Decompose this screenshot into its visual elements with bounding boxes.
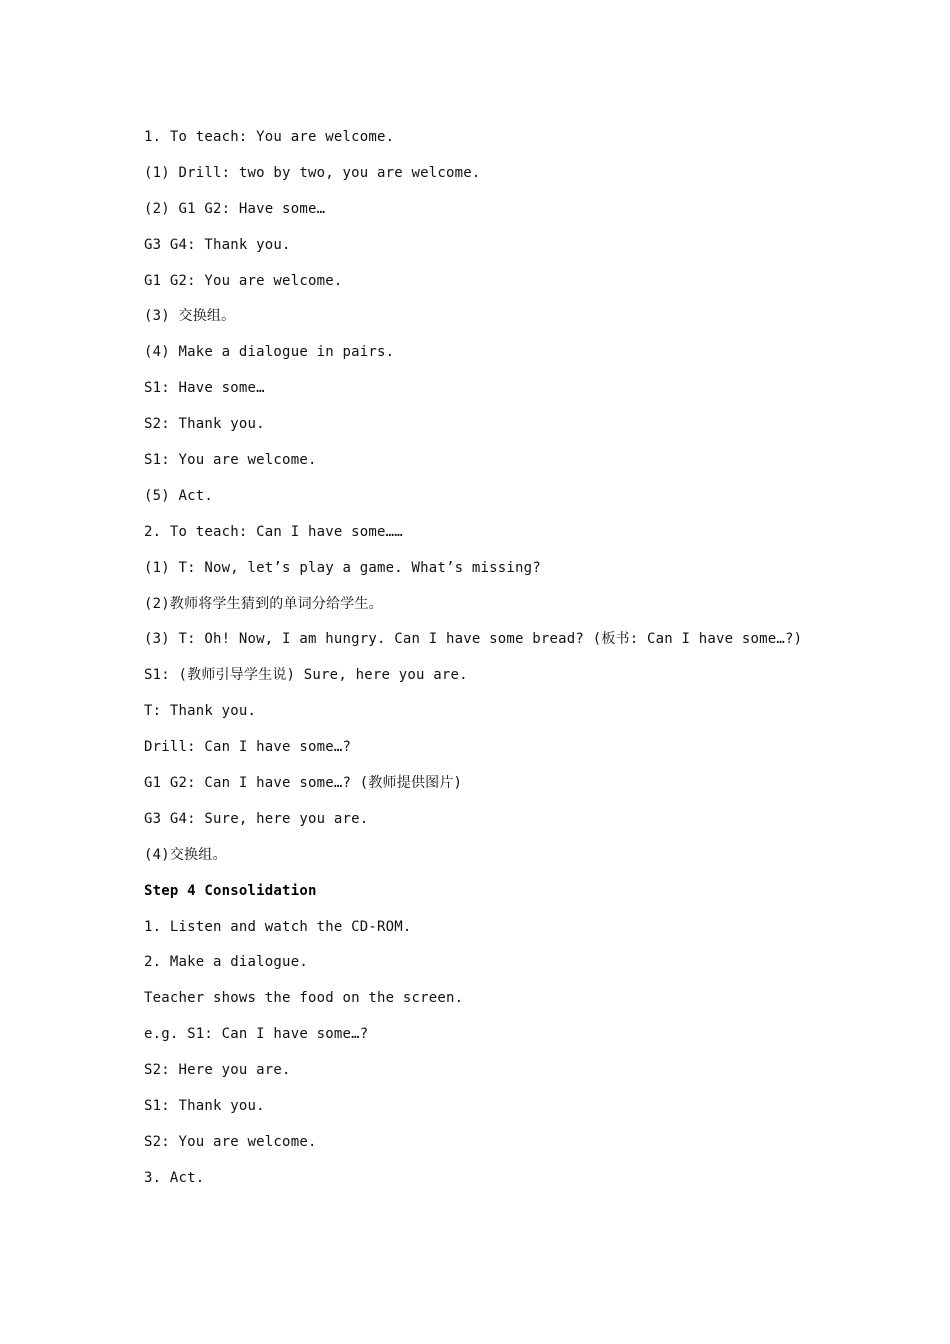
text-line: G1 G2: You are welcome. bbox=[144, 272, 343, 289]
text-line: (1) Drill: two by two, you are welcome. bbox=[144, 164, 481, 181]
text-line: 2. Make a dialogue. bbox=[144, 954, 308, 971]
text-line: T: Thank you. bbox=[144, 703, 257, 720]
text-line: G3 G4: Sure, here you are. bbox=[144, 810, 369, 827]
section-heading: Step 4 Consolidation bbox=[144, 882, 317, 899]
text-line: (2)教师将学生猜到的单词分给学生。 bbox=[144, 595, 383, 612]
text-line: S2: Here you are. bbox=[144, 1062, 291, 1079]
text-line: S2: You are welcome. bbox=[144, 1133, 317, 1150]
text-line: (3) T: Oh! Now, I am hungry. Can I have some bread? (板书: Can I have some…?) bbox=[144, 631, 803, 648]
text-line: 3. Act. bbox=[144, 1169, 205, 1186]
text-line: (1) T: Now, let’s play a game. What’s missing? bbox=[144, 559, 541, 576]
lesson-text bbox=[144, 127, 924, 1204]
text-line: (4) Make a dialogue in pairs. bbox=[144, 344, 395, 361]
text-line: S1: Thank you. bbox=[144, 1098, 265, 1115]
text-line: 1. Listen and watch the CD-ROM. bbox=[144, 918, 412, 935]
text-line: S1: You are welcome. bbox=[144, 452, 317, 469]
text-line: e.g. S1: Can I have some…? bbox=[144, 1026, 369, 1043]
text-line: Drill: Can I have some…? bbox=[144, 739, 352, 756]
text-line: S2: Thank you. bbox=[144, 416, 265, 433]
text-line: G1 G2: Can I have some…? (教师提供图片) bbox=[144, 775, 463, 792]
text-line: (2) G1 G2: Have some… bbox=[144, 200, 326, 217]
text-line: (4)交换组。 bbox=[144, 846, 227, 863]
text-line: G3 G4: Thank you. bbox=[144, 236, 291, 253]
text-line: S1: (教师引导学生说) Sure, here you are. bbox=[144, 667, 468, 684]
text-line: 1. To teach: You are welcome. bbox=[144, 129, 395, 145]
text-line: Teacher shows the food on the screen. bbox=[144, 990, 464, 1007]
text-line: 2. To teach: Can I have some…… bbox=[144, 523, 403, 540]
text-line: (3) 交换组。 bbox=[144, 308, 236, 325]
text-line: (5) Act. bbox=[144, 487, 214, 504]
text-line: S1: Have some… bbox=[144, 380, 265, 397]
